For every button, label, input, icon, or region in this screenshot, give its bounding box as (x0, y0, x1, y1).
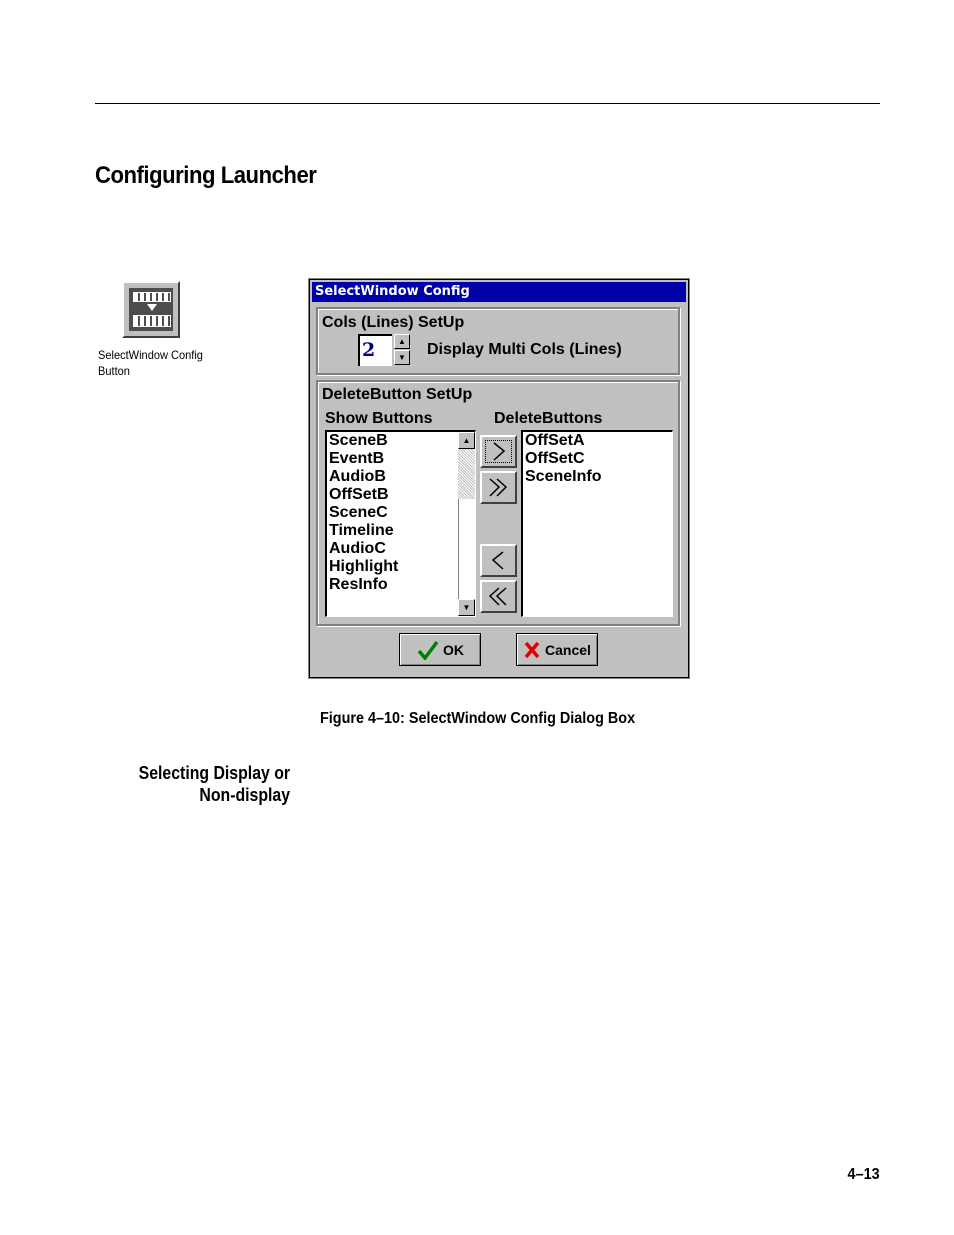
side-heading: Selecting Display or Non-display (138, 763, 290, 805)
scroll-down-icon[interactable]: ▼ (458, 599, 475, 616)
ok-label: OK (443, 642, 464, 658)
delete-buttons-list[interactable] (521, 430, 673, 617)
ok-button[interactable] (399, 633, 481, 666)
double-chevron-left-icon (486, 585, 511, 608)
page-number: 4–13 (847, 1166, 880, 1183)
list-item[interactable]: OffSetA (525, 432, 585, 449)
cancel-label: Cancel (545, 642, 591, 658)
figure-caption: Figure 4–10: SelectWindow Config Dialog Box (320, 710, 636, 727)
list-item[interactable]: AudioC (329, 540, 386, 557)
list-item[interactable]: AudioB (329, 468, 386, 485)
scroll-up-icon[interactable]: ▲ (458, 432, 475, 449)
selectwindow-config-button-icon (122, 281, 180, 338)
chevron-left-icon (486, 549, 511, 572)
show-buttons-label: Show Buttons (325, 410, 433, 427)
list-item[interactable]: Highlight (329, 558, 399, 575)
scroll-track[interactable] (458, 449, 475, 499)
show-buttons-list[interactable] (325, 430, 476, 617)
move-left-button[interactable] (480, 544, 517, 577)
header-rule (95, 103, 880, 104)
delete-buttons-items (523, 432, 672, 486)
cols-value-field[interactable]: 2 (358, 334, 392, 366)
move-right-button[interactable] (480, 435, 517, 468)
red-x-icon (523, 640, 541, 660)
cancel-button[interactable] (516, 633, 598, 666)
list-item[interactable]: SceneC (329, 504, 388, 521)
move-all-left-button[interactable] (480, 580, 517, 613)
list-item[interactable]: OffSetB (329, 486, 389, 503)
delete-group-title: DeleteButton SetUp (322, 386, 473, 403)
cols-spinner[interactable] (358, 334, 410, 366)
section-title: Configuring Launcher (95, 162, 317, 189)
list-item[interactable]: ResInfo (329, 576, 388, 593)
cols-group-title: Cols (Lines) SetUp (322, 314, 465, 331)
list-item[interactable]: SceneInfo (525, 468, 602, 485)
list-item[interactable]: SceneB (329, 432, 388, 449)
list-item[interactable]: Timeline (329, 522, 394, 539)
chevron-right-icon (486, 440, 511, 463)
show-buttons-items (327, 432, 475, 594)
double-chevron-right-icon (486, 476, 511, 499)
icon-caption: SelectWindow Config Button (98, 348, 203, 378)
scroll-lower-track[interactable] (458, 499, 475, 599)
spin-up-icon[interactable]: ▲ (394, 334, 410, 349)
list-item[interactable]: OffSetC (525, 450, 585, 467)
checkmark-icon (417, 640, 439, 660)
delete-buttons-label: DeleteButtons (494, 410, 603, 427)
list-item[interactable]: EventB (329, 450, 385, 467)
cols-label: Display Multi Cols (Lines) (427, 341, 622, 358)
show-buttons-scrollbar[interactable] (458, 432, 475, 616)
move-all-right-button[interactable] (480, 471, 517, 504)
spin-down-icon[interactable]: ▼ (394, 350, 410, 365)
dialog-titlebar[interactable]: SelectWindow Config (312, 282, 686, 302)
